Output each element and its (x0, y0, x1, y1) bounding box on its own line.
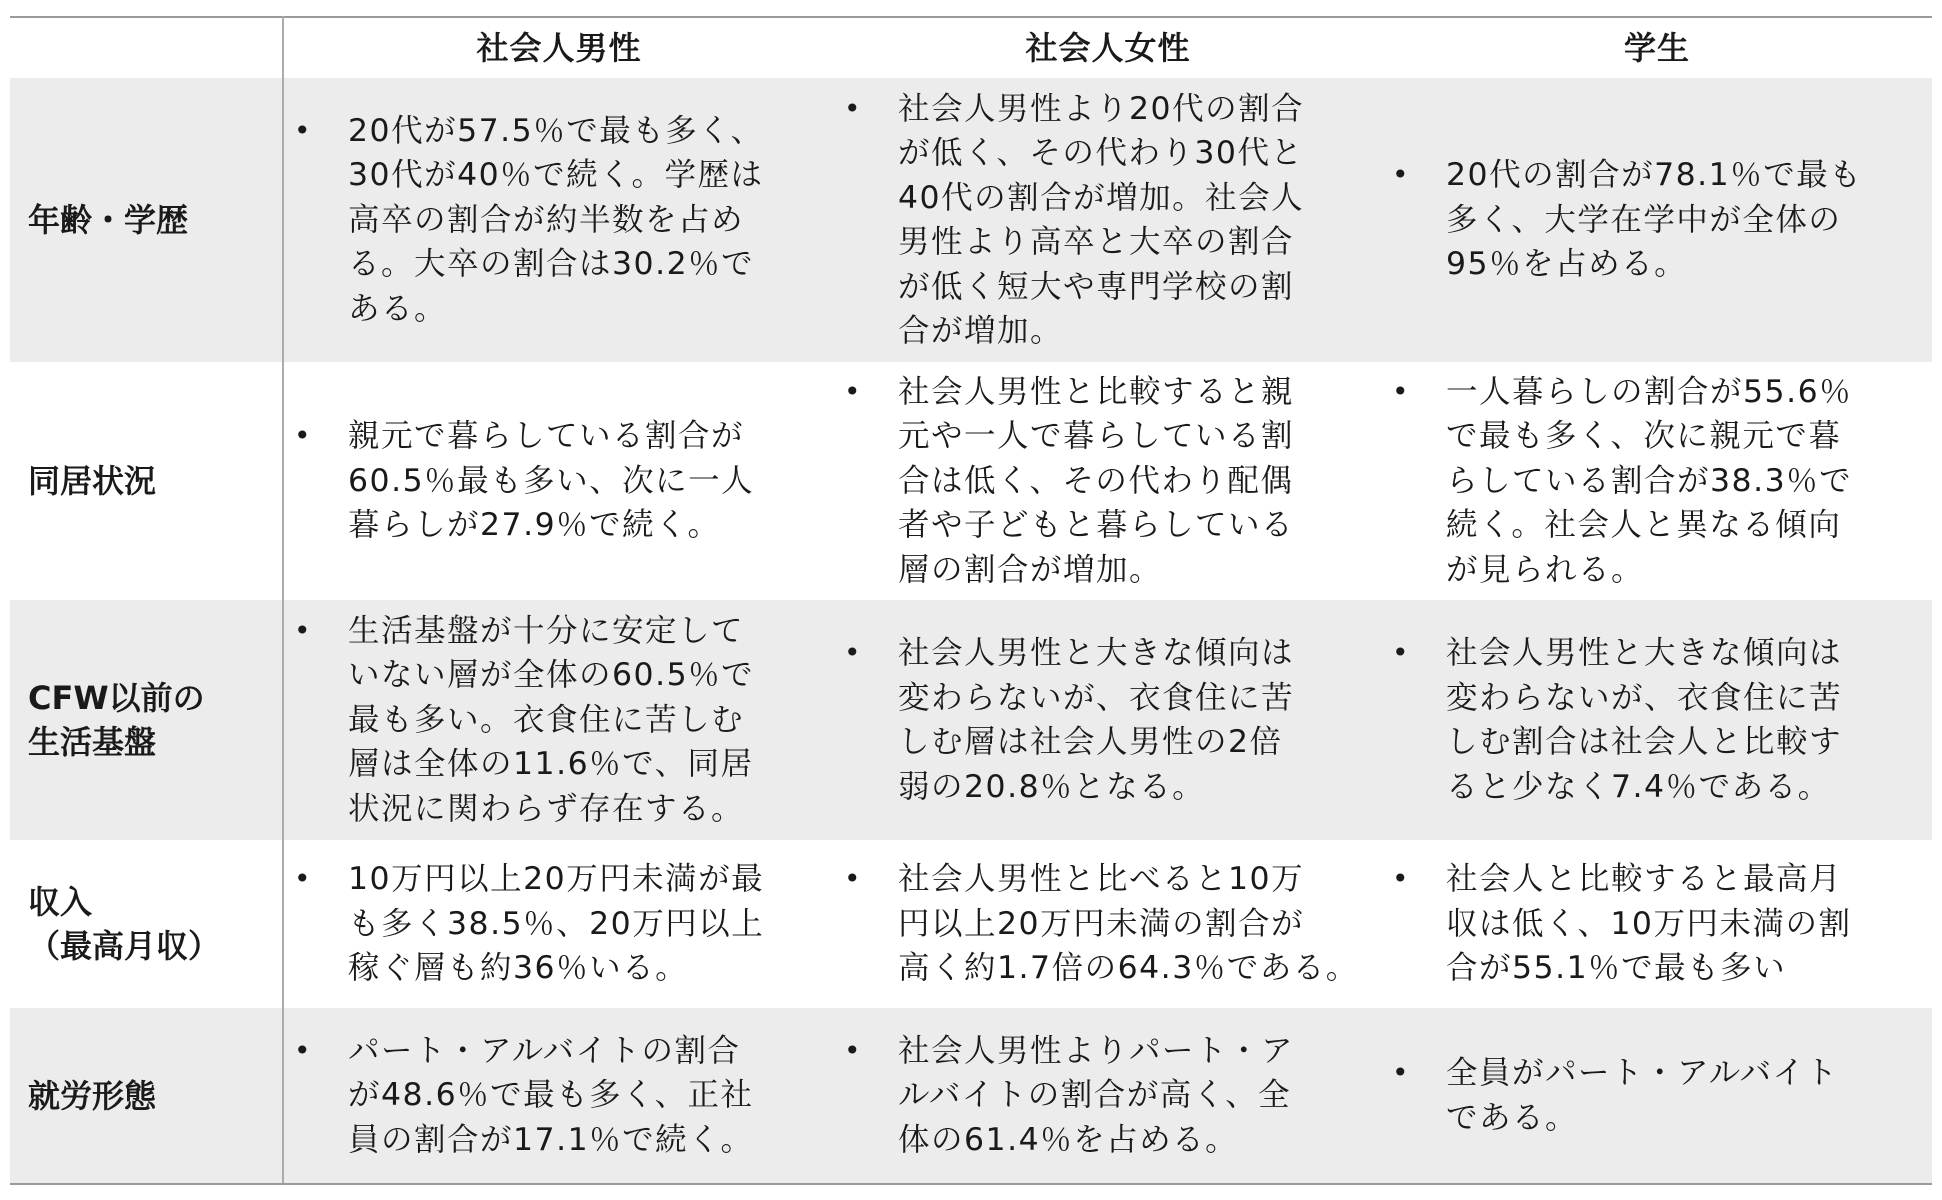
bullet-item: • 10万円以上20万円未満が最 も多く38.5％、20万円以上 稼ぐ層も約36％いる。 (284, 857, 764, 991)
cell-student (1382, 600, 1932, 840)
table-row-age-education (10, 78, 1932, 362)
bullet-icon: • (844, 862, 863, 896)
table-header-row (10, 16, 1932, 78)
bullet-item: • 社会人男性よりパート・ア ルバイトの割合が高く、全 体の61.4％を占める。 (834, 1029, 1294, 1163)
bullet-item: • 親元で暮らしている割合が 60.5％最も多い、次に一人 暮らしが27.9％で続く。 (284, 414, 754, 548)
table-row-living-base (10, 600, 1932, 840)
bullet-item: • 生活基盤が十分に安定して いない層が全体の60.5％で 最も多い。衣食住に苦しむ 層は全体の11.6％で、同居 状況に関わらず存在する。 (284, 609, 754, 832)
bullet-item: • 全員がパート・アルバイト である。 (1382, 1051, 1839, 1140)
bullet-item: • 20代の割合が78.1％で最も 多く、大学在学中が全体の 95％を占める。 (1382, 153, 1862, 287)
bullet-icon: • (1392, 862, 1411, 896)
bullet-icon: • (1392, 636, 1411, 669)
header-col-female: 社会人女性 (1025, 29, 1191, 67)
row-label: 同居状況 (28, 462, 157, 500)
row-label: 年齢・学歴 (28, 201, 189, 239)
bullet-item: • パート・アルバイトの割合 が48.6％で最も多く、正社 員の割合が17.1％で続く。 (284, 1029, 754, 1163)
bullet-item: • 社会人男性と大きな傾向は 変わらないが、衣食住に苦 しむ層は社会人男性の2倍 弱の20.8％となる。 (834, 631, 1294, 809)
bullet-icon: • (1392, 374, 1411, 408)
bullet-item: • 社会人男性と比べると10万 円以上20万円未満の割合が 高く約1.7倍の64.3％である。 (834, 857, 1359, 991)
table-bottom-rule (10, 1183, 1932, 1185)
bullet-icon: • (844, 91, 863, 125)
cell-female (834, 362, 1382, 600)
cell-male (284, 840, 834, 1008)
bullet-icon: • (294, 862, 313, 896)
row-label: 就労形態 (28, 1076, 157, 1115)
cell-male (284, 78, 834, 362)
bullet-item: • 一人暮らしの割合が55.6％ で最も多く、次に親元で暮 らしている割合が38.3％で 続く。社会人と異なる傾向 が見られる。 (1382, 370, 1852, 593)
cell-student (1382, 840, 1932, 1008)
bullet-item: • 社会人男性と大きな傾向は 変わらないが、衣食住に苦 しむ割合は社会人と比較す ると少なく7.4％である。 (1382, 631, 1842, 809)
bullet-icon: • (844, 1033, 863, 1067)
cell-female (834, 78, 1382, 362)
bullet-icon: • (294, 1033, 313, 1067)
column-divider (282, 16, 284, 1183)
bullet-icon: • (294, 113, 313, 147)
cell-male (284, 362, 834, 600)
bullet-icon: • (294, 613, 313, 647)
bullet-item: • 社会人男性より20代の割合 が低く、その代わり30代と 40代の割合が増加。社会人 男性より高卒と大卒の割合 が低く短大や専門学校の割 合が増加。 (834, 87, 1304, 354)
cell-male (284, 1008, 834, 1183)
cell-student (1382, 1008, 1932, 1183)
cell-female (834, 840, 1382, 1008)
bullet-item: • 20代が57.5％で最も多く、 30代が40％で続く。学歴は 高卒の割合が約半数を占め る。大卒の割合は30.2％で ある。 (284, 109, 764, 332)
table-row-living-situation (10, 362, 1932, 600)
bullet-icon: • (844, 636, 863, 669)
bullet-icon: • (1392, 1056, 1411, 1089)
bullet-item: • 社会人男性と比較すると親 元や一人で暮らしている割 合は低く、その代わり配偶 者や子どもと暮らしている 層の割合が増加。 (834, 370, 1294, 593)
bullet-item: • 社会人と比較すると最高月 収は低く、10万円未満の割 合が55.1％で最も多い (1382, 857, 1851, 991)
cell-female (834, 1008, 1382, 1183)
table-row-employment (10, 1008, 1932, 1183)
cell-student (1382, 78, 1932, 362)
header-col-student: 学生 (1623, 29, 1690, 67)
bullet-icon: • (1392, 158, 1411, 192)
table-row-income (10, 840, 1932, 1008)
header-col-male: 社会人男性 (476, 29, 642, 67)
row-label: CFW以前の 生活基盤 (28, 679, 205, 761)
row-label: 収入 （最高月収） (28, 883, 221, 965)
cell-male (284, 600, 834, 840)
cell-female (834, 600, 1382, 840)
cell-student (1382, 362, 1932, 600)
bullet-icon: • (294, 419, 313, 453)
bullet-icon: • (844, 374, 863, 408)
